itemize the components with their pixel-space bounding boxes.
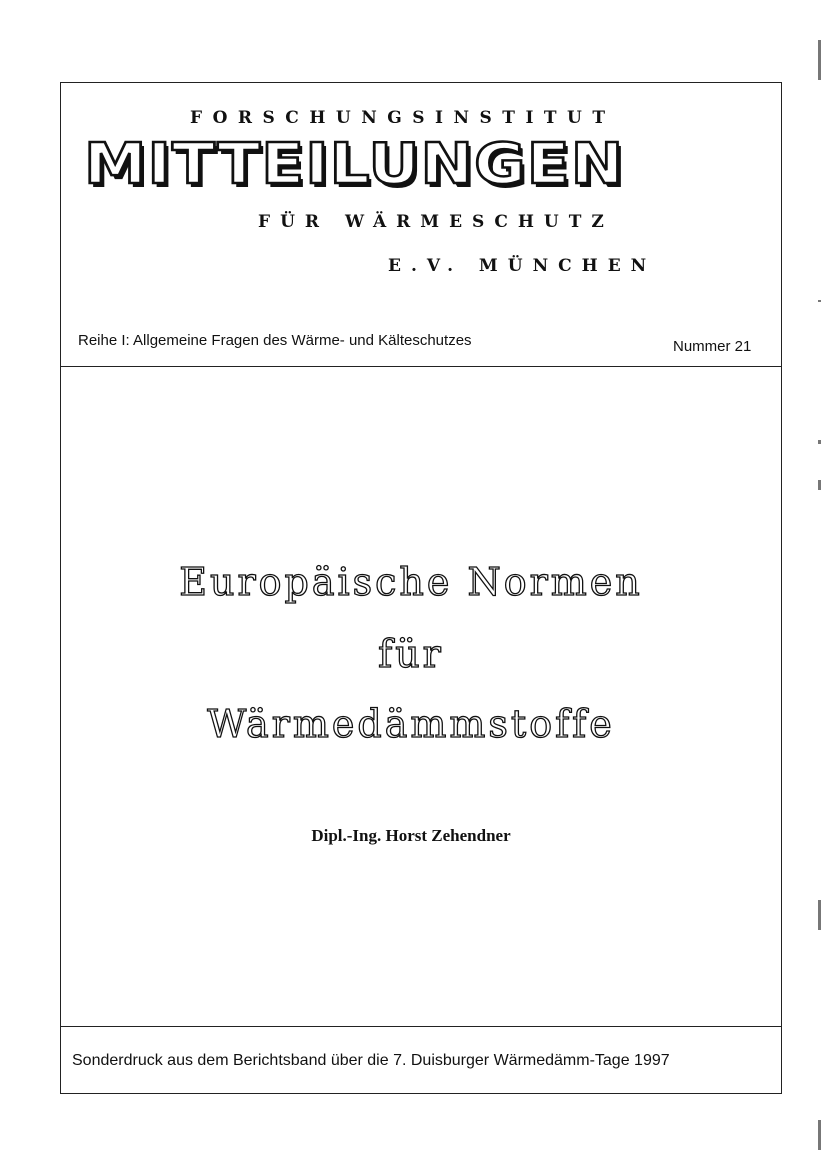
scan-margin-mark: [818, 900, 821, 930]
institute-name: FORSCHUNGSINSTITUT: [190, 108, 616, 128]
reprint-note: Sonderdruck aus dem Berichtsband über die 7. Duisburger Wärmedämm-Tage 1997: [72, 1052, 670, 1069]
document-title-line-2: für: [378, 632, 444, 676]
scan-margin-mark: [818, 1120, 821, 1150]
issue-number: Nummer 21: [673, 338, 752, 355]
document-title-line-3: Wärmedämmstoffe: [207, 702, 615, 746]
scan-margin-mark: [818, 40, 821, 80]
header-divider: [60, 366, 782, 367]
publication-location: E.V. MÜNCHEN: [388, 256, 657, 276]
author-name: Dipl.-Ing. Horst Zehendner: [311, 826, 511, 845]
document-title-line-1: Europäische Normen: [179, 560, 643, 604]
scan-margin-mark: [818, 480, 821, 490]
publication-subtitle: FÜR WÄRMESCHUTZ: [258, 212, 614, 232]
footer-divider: [60, 1026, 782, 1027]
publication-title: MITTEILUNGEN: [84, 132, 625, 197]
scan-margin-mark: [818, 440, 821, 444]
scan-margin-mark: [818, 300, 821, 302]
series-label: Reihe I: Allgemeine Fragen des Wärme- und Kälteschutzes: [78, 332, 472, 349]
